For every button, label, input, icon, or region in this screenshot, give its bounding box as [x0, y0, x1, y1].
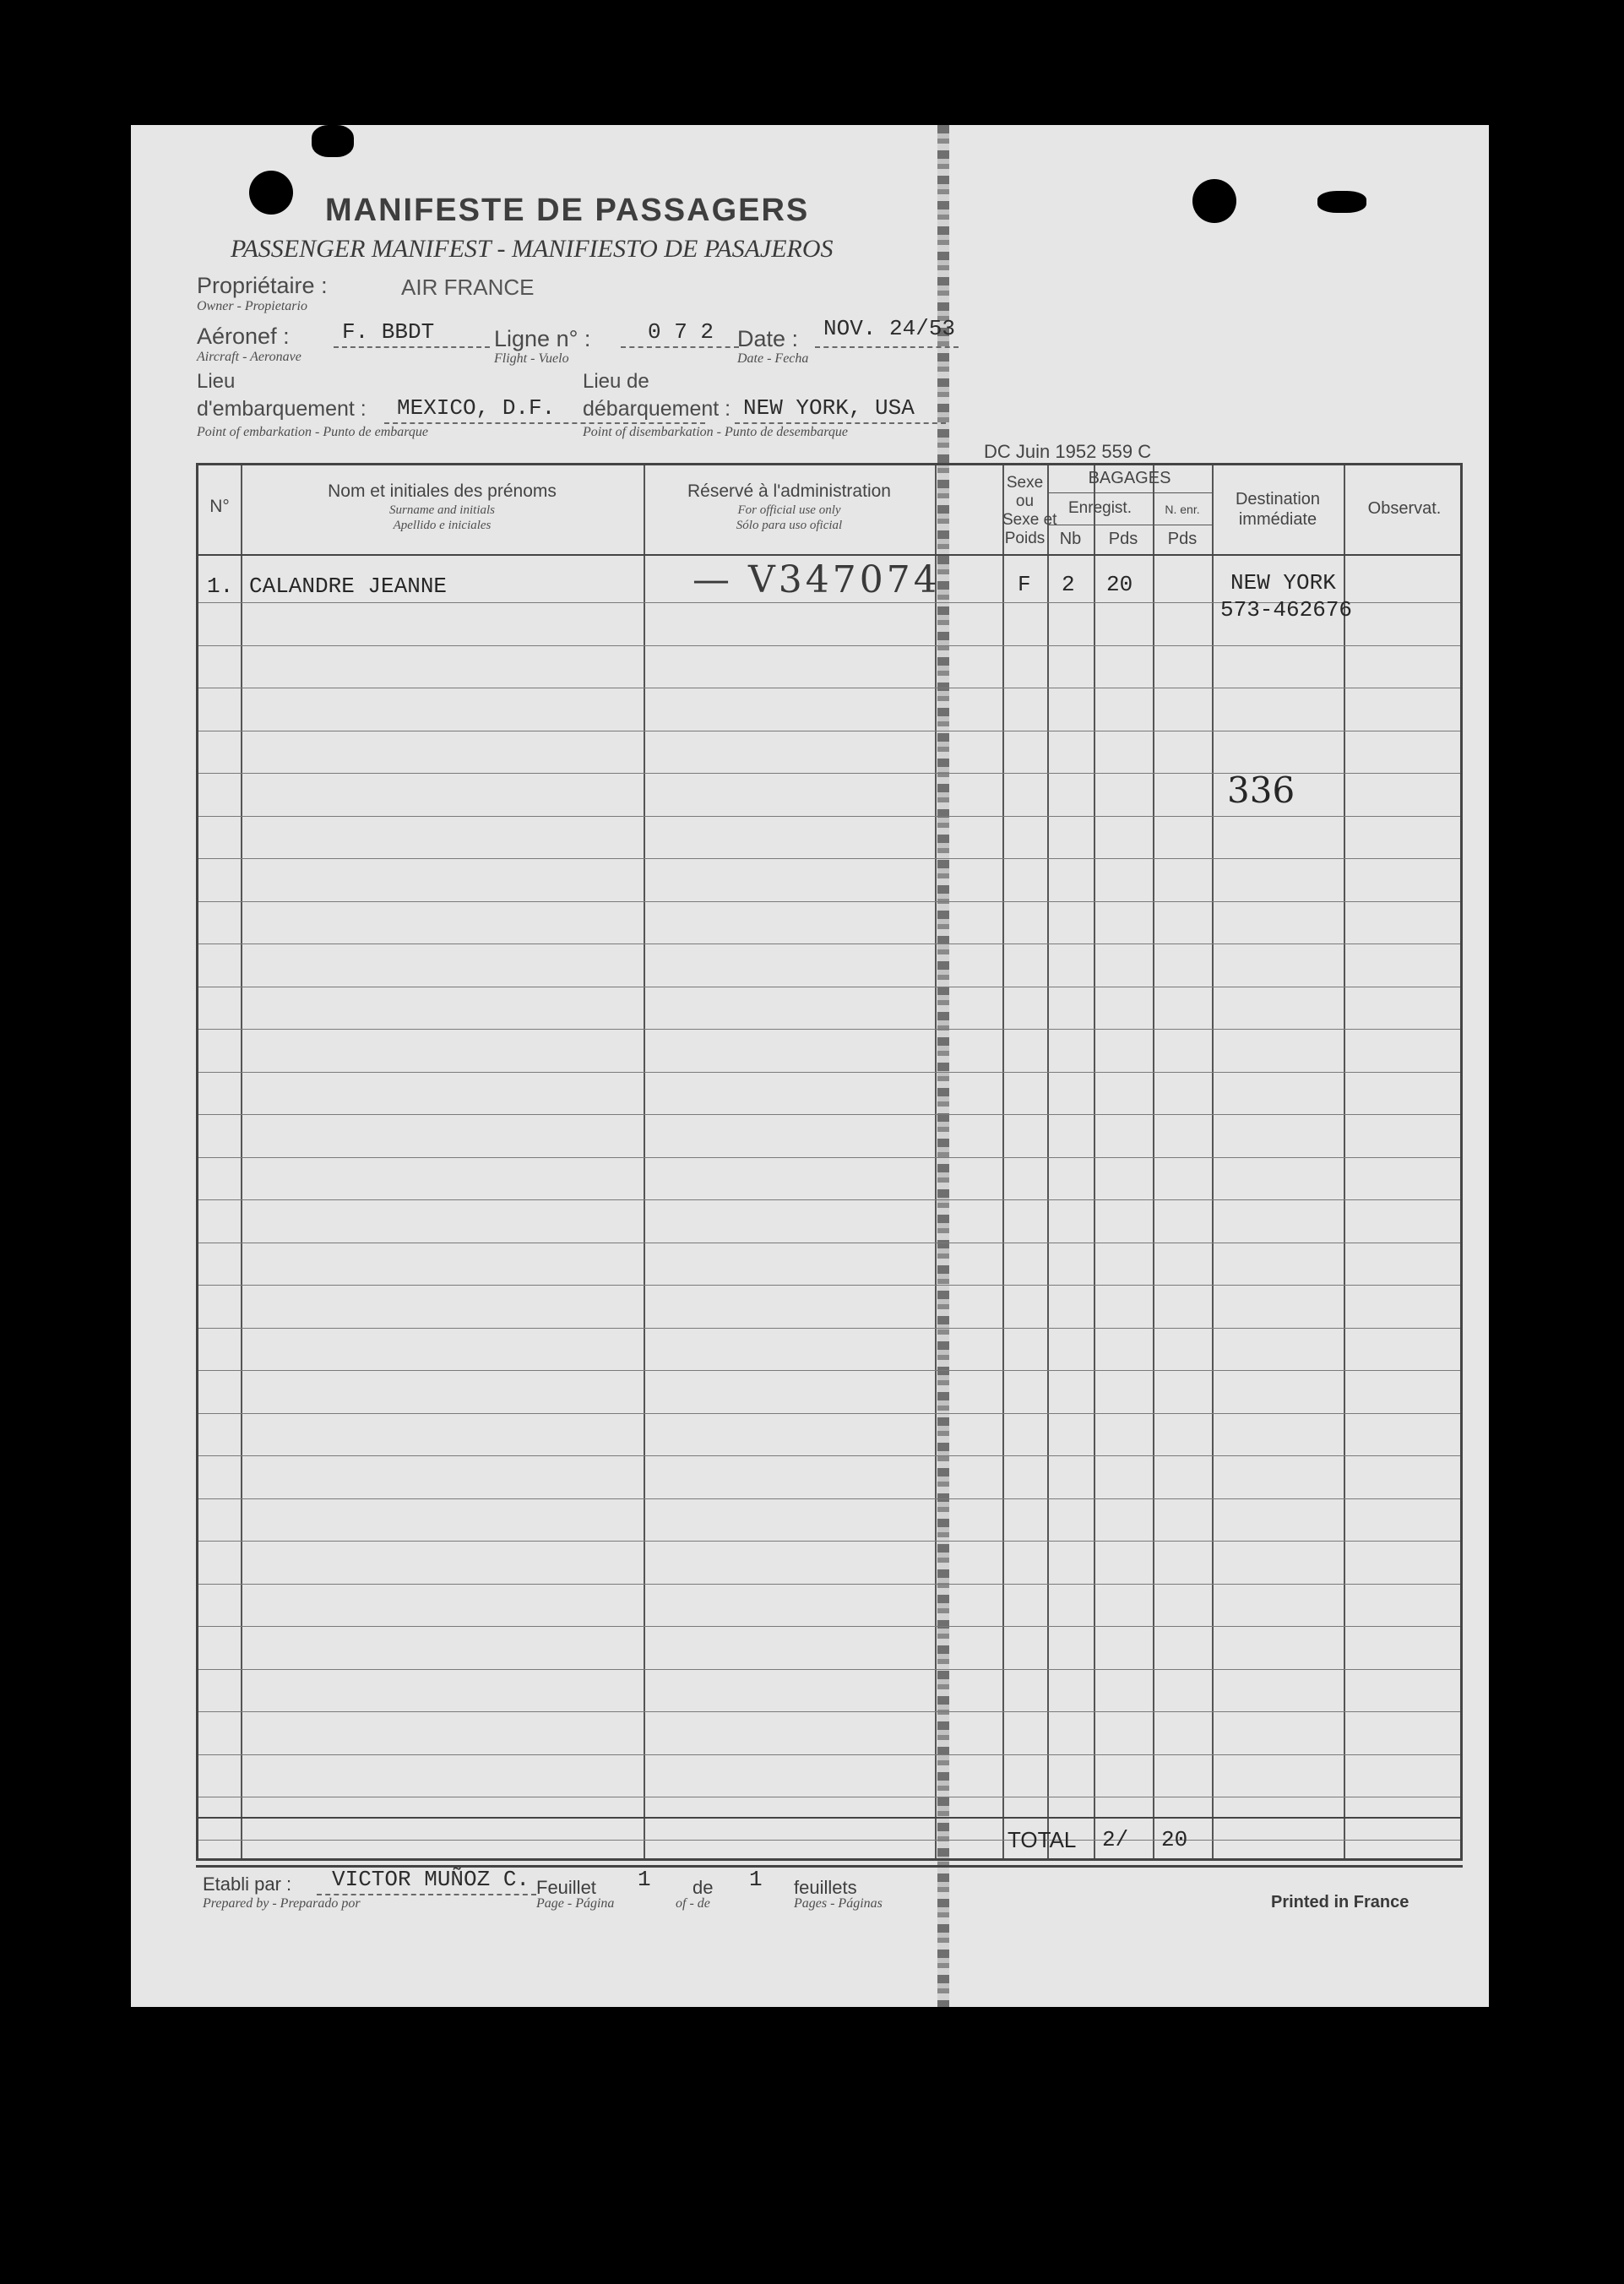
col-admin-en: For official use only	[737, 503, 841, 517]
manifest-title: MANIFESTE DE PASSAGERS	[325, 193, 810, 228]
row-1-admin: — V347074	[693, 558, 941, 601]
header-bottom-rule	[198, 554, 1460, 556]
total-nb: 2/	[1102, 1827, 1129, 1852]
aircraft-value: F. BBDT	[342, 319, 435, 345]
embark-underline	[384, 422, 705, 424]
line-label: Ligne n° :	[494, 326, 591, 351]
passenger-table	[196, 463, 1463, 1861]
col-pds: Pds	[1108, 530, 1138, 548]
col-divider	[1047, 465, 1049, 1858]
page-sub: Page - Página	[536, 1896, 615, 1911]
col-dest-1: Destination	[1235, 490, 1321, 508]
prepared-label: Etabli par :	[203, 1873, 292, 1895]
line-underline	[621, 346, 739, 348]
row-rule	[198, 1157, 1460, 1158]
pages-sub: Pages - Páginas	[794, 1896, 883, 1911]
disembark-label-2: débarquement :	[583, 397, 731, 421]
total-label: TOTAL	[1008, 1827, 1077, 1852]
row-1-nb: 2	[1062, 572, 1075, 597]
total-pds: 20	[1161, 1827, 1188, 1852]
disembark-label-1: Lieu de	[583, 370, 649, 393]
col-admin-header: Réservé à l'administration	[687, 481, 891, 501]
col-nb: Nb	[1059, 530, 1082, 548]
col-enregist: Enregist.	[1068, 499, 1132, 517]
col-divider	[241, 465, 242, 1858]
date-underline	[815, 346, 959, 348]
row-rule	[198, 1072, 1460, 1073]
row-1-number: 1.	[207, 574, 234, 599]
pages-label: feuillets	[794, 1877, 857, 1898]
row-rule	[198, 1498, 1460, 1499]
col-no-header: N°	[209, 497, 230, 516]
col-name-es: Apellido e iniciales	[393, 519, 492, 532]
aircraft-sub: Aircraft - Aeronave	[197, 350, 301, 364]
row-rule	[198, 1840, 1460, 1841]
col-divider	[644, 465, 645, 1858]
row-rule	[198, 1711, 1460, 1712]
col-divider	[1153, 465, 1154, 1858]
line-sub: Flight - Vuelo	[494, 351, 569, 366]
col-name-en: Surname and initials	[388, 503, 495, 517]
col-dest-2: immédiate	[1238, 510, 1317, 529]
disembark-value: NEW YORK, USA	[743, 395, 915, 421]
row-1-pds: 20	[1106, 572, 1133, 597]
row-1-dest: NEW YORK	[1230, 570, 1336, 595]
col-sex-2: ou	[1015, 492, 1035, 510]
col-sex-3: Sexe et	[1002, 511, 1057, 529]
owner-value: AIR FRANCE	[401, 275, 535, 300]
row-rule	[198, 1413, 1460, 1414]
line-value: 0 7 2	[648, 319, 714, 345]
col-sex-4: Poids	[1004, 530, 1046, 547]
row-1-dest-2: 573-462676	[1220, 597, 1353, 623]
date-label: Date :	[737, 326, 799, 351]
aircraft-label: Aéronef :	[197, 324, 290, 349]
embark-sub: Point of embarkation - Punto de embarque	[197, 425, 429, 439]
col-pds2: Pds	[1167, 530, 1198, 548]
col-divider	[935, 465, 937, 1858]
row-rule	[198, 1328, 1460, 1329]
col-divider	[1094, 465, 1095, 1858]
col-divider	[1212, 465, 1214, 1858]
col-nenr: N. enr.	[1165, 503, 1200, 516]
of-label: de	[693, 1877, 714, 1898]
page-label: Feuillet	[536, 1877, 596, 1898]
row-rule	[198, 1669, 1460, 1670]
prepared-value: VICTOR MUÑOZ C.	[332, 1867, 530, 1892]
col-admin-es: Sólo para uso oficial	[736, 519, 843, 532]
side-number: 336	[1227, 769, 1295, 811]
of-sub: of - de	[676, 1896, 710, 1911]
embark-label-1: Lieu	[197, 370, 236, 393]
printed-in: Printed in France	[1271, 1893, 1409, 1911]
row-rule	[198, 1114, 1460, 1115]
row-rule	[198, 901, 1460, 902]
col-divider	[1344, 465, 1345, 1858]
manifest-sheet	[131, 125, 1489, 2007]
punch-hole-left	[249, 171, 293, 215]
ink-blot-top-left	[312, 125, 354, 157]
col-bagages: BAGAGES	[1088, 469, 1171, 487]
prepared-sub: Prepared by - Preparado por	[203, 1896, 361, 1911]
row-1-sex: F	[1018, 572, 1031, 597]
row-rule	[198, 816, 1460, 817]
disembark-underline	[735, 422, 946, 424]
col-name-header: Nom et initiales des prénoms	[328, 481, 557, 501]
punch-hole-right	[1192, 179, 1236, 223]
form-code: DC Juin 1952 559 C	[984, 441, 1152, 462]
manifest-subtitle: PASSENGER MANIFEST - MANIFIESTO DE PASAJEROS	[231, 235, 834, 263]
row-rule	[198, 858, 1460, 859]
page-value: 1	[638, 1867, 651, 1892]
row-rule	[198, 1754, 1460, 1755]
date-value: NOV. 24/53	[823, 316, 956, 341]
of-value: 1	[749, 1867, 763, 1892]
owner-label: Propriétaire :	[197, 273, 328, 298]
total-rule	[198, 1817, 1460, 1819]
embark-label-2: d'embarquement :	[197, 397, 367, 421]
col-divider	[1002, 465, 1004, 1858]
row-rule	[198, 1285, 1460, 1286]
ink-blot-right	[1317, 191, 1366, 213]
col-obs: Observat.	[1367, 499, 1442, 518]
date-sub: Date - Fecha	[737, 351, 809, 366]
row-rule	[198, 645, 1460, 646]
row-rule	[198, 1029, 1460, 1030]
row-rule	[198, 1199, 1460, 1200]
row-rule	[198, 1541, 1460, 1542]
disembark-sub: Point of disembarkation - Punto de desembarque	[583, 425, 849, 439]
col-sex-1: Sexe	[1006, 474, 1044, 492]
bagages-rule	[1047, 492, 1212, 493]
prepared-underline	[317, 1894, 536, 1895]
row-1-name: CALANDRE JEANNE	[249, 574, 448, 599]
row-rule	[198, 1584, 1460, 1585]
embark-value: MEXICO, D.F.	[397, 395, 556, 421]
owner-sub: Owner - Propietario	[197, 299, 307, 313]
row-rule	[198, 1455, 1460, 1456]
row-rule	[198, 1370, 1460, 1371]
aircraft-underline	[334, 346, 490, 348]
row-rule	[198, 1626, 1460, 1627]
